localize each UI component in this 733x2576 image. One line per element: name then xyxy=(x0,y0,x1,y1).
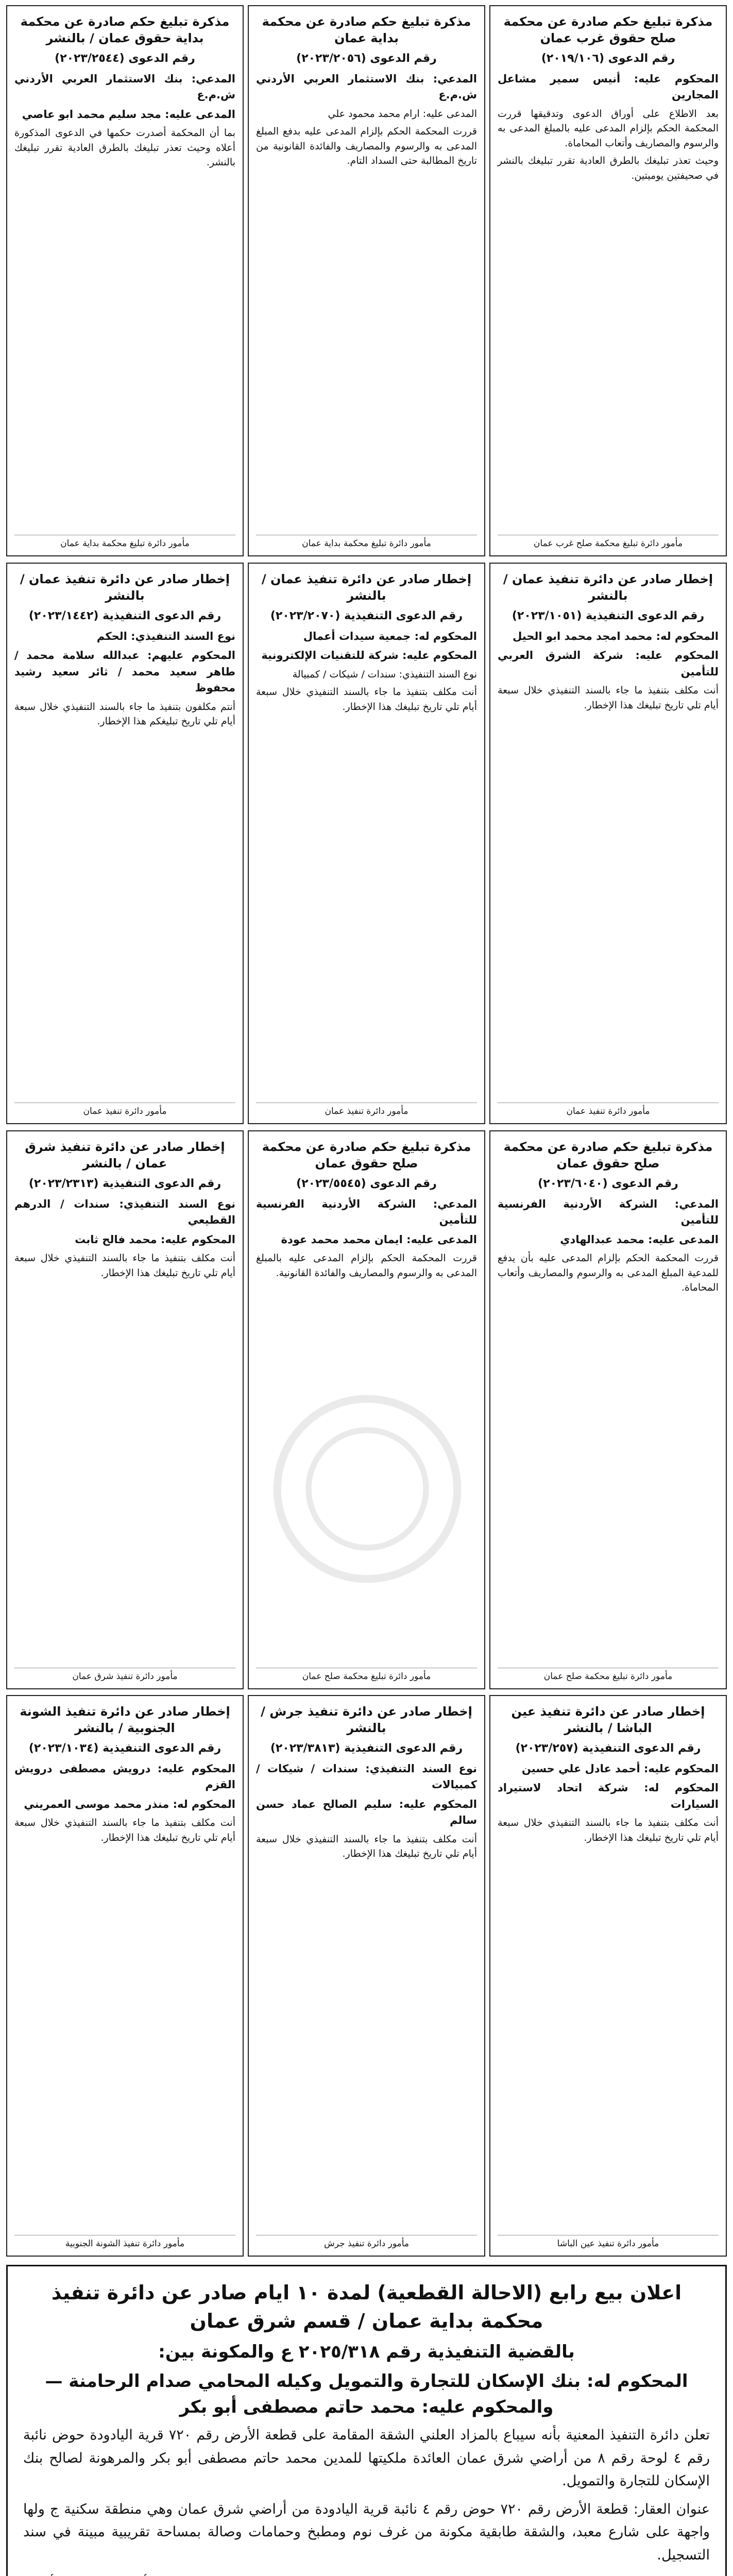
notice-signature: مأمور دائرة تبليغ محكمة صلح غرب عمان xyxy=(498,535,719,551)
notice-line: المحكوم عليه: أنيس سمير مشاعل المجارين xyxy=(498,72,719,101)
notice-line: المحكوم عليه: سليم الصالح عماد حسن سالم xyxy=(256,1798,477,1827)
auction-title: اعلان بيع رابع (الاحالة القطعية) لمدة ١٠ ايام صادر عن دائرة تنفيذ محكمة بداية عمان / قسم شرق عمان xyxy=(51,2281,682,2333)
notice-card xyxy=(248,1695,485,2257)
notice-line: بعد الاطلاع على أوراق الدعوى وتدقيقها قررت المحكمة الحكم بإلزام المدعى عليه بالمبلغ المدعى به والرسوم والمصاريف وأتعاب المحاماة. xyxy=(498,108,719,149)
notice-card xyxy=(248,1130,485,1689)
notice-line: قررت المحكمة الحكم بإلزام المدعى عليه بأن يدفع للمدعية المبلغ المدعى به والرسوم والمصاريف وأتعاب المحاماة. xyxy=(498,1252,719,1294)
auction-paragraph xyxy=(23,2572,710,2576)
notice-line: قررت المحكمة الحكم بإلزام المدعى عليه بدفع المبلغ المدعى به والرسوم والمصاريف والفائدة القانونية من تاريخ المطالبة حتى السداد التام. xyxy=(256,126,477,167)
notice-line: أنت مكلف بتنفيذ ما جاء بالسند التنفيذي خلال سبعة أيام تلي تاريخ تبليغك هذا الإخطار. xyxy=(256,1833,477,1860)
notice-line: المدعى عليه: ارام محمد محمود علي xyxy=(328,108,477,120)
auction-case: بالقضية التنفيذية رقم ٢٠٢٥/٣١٨ ع والمكونة بين: xyxy=(158,2342,575,2363)
auction-paragraph: عنوان العقار: قطعة الأرض رقم ٧٢٠ حوض رقم ٤ نائبة قرية اليادودة من أراضي شرق عمان وهي منطقة سكنية ج ولها واجهة على شارع معبد، والشقة طابقية مكونة من غرف نوم ومطبخ وحمامات وصالة بمساحة تقريبية مبينة في سند التسجيل. xyxy=(23,2501,710,2563)
notice-line: المحكوم عليهم: عبدالله سلامة محمد / طاهر سعيد محمد / ثائر سعيد رشيد محفوظ xyxy=(14,649,235,694)
notice-card xyxy=(6,563,244,1124)
notice-line: أنت مكلف بتنفيذ ما جاء بالسند التنفيذي خلال سبعة أيام تلي تاريخ تبليغك هذا الإخطار. xyxy=(14,1817,235,1843)
notice-title: مذكرة تبليغ حكم صادرة عن محكمة صلح حقوق غرب عمان xyxy=(503,14,713,46)
notice-title: إخطار صادر عن دائرة تنفيذ عمان / بالنشر xyxy=(261,572,472,603)
notice-line: المدعي: بنك الاستثمار العربي الأردني ش.م.ع xyxy=(256,72,477,101)
notice-card xyxy=(248,5,485,556)
notice-line: المحكوم عليه: أحمد عادل علي حسين xyxy=(521,1762,719,1775)
notice-line: المدعي: بنك الاستثمار العربي الأردني ش.م.ع xyxy=(14,72,235,101)
notice-title: إخطار صادر عن دائرة تنفيذ عين الباشا / بالنشر xyxy=(511,1704,705,1736)
notice-line: وحيث تعذر تبليغك بالطرق العادية تقرر تبليغك بالنشر في صحيفتين يوميتين. xyxy=(498,155,719,181)
notice-title: مذكرة تبليغ حكم صادرة عن محكمة بداية حقوق عمان / بالنشر xyxy=(20,14,230,46)
notice-case-number: رقم الدعوى التنفيذية (٢٠٢٣/٢٣١٣) xyxy=(28,1177,221,1190)
notice-title: إخطار صادر عن دائرة تنفيذ جرش / بالنشر xyxy=(261,1704,472,1736)
notice-title: مذكرة تبليغ حكم صادرة عن محكمة صلح حقوق عمان xyxy=(503,1140,713,1171)
notice-signature: مأمور دائرة تنفيذ عمان xyxy=(256,1103,477,1118)
notice-title: إخطار صادر عن دائرة تنفيذ عمان / بالنشر xyxy=(20,572,230,603)
notice-line: نوع السند التنفيذي: سندات / الدرهم القطيعي xyxy=(14,1197,235,1227)
notice-title: مذكرة تبليغ حكم صادرة عن محكمة بداية عمان xyxy=(262,14,471,46)
notices-row-1 xyxy=(6,5,727,556)
notice-case-number: رقم الدعوى التنفيذية (٢٠٢٣/٣٨١٣) xyxy=(270,1741,463,1755)
notice-case-number: رقم الدعوى (٢٠٢٣/٢٥٤٤) xyxy=(55,52,195,65)
notice-line: المحكوم له: شركة اتحاد لاستيراد السيارات xyxy=(498,1782,719,1810)
notice-title: إخطار صادر عن دائرة تنفيذ عمان / بالنشر xyxy=(503,572,713,603)
notice-line: المحكوم عليه: شركة للتقنيات الإلكترونية xyxy=(261,649,477,662)
notice-card xyxy=(6,1695,244,2257)
notice-card xyxy=(6,1130,244,1689)
notice-line: المدعى عليه: محمد عبدالهادي xyxy=(560,1233,719,1246)
notice-line: أنتم مكلفون بتنفيذ ما جاء بالسند التنفيذي خلال سبعة أيام تلي تاريخ تبليغكم هذا الإخطار. xyxy=(14,701,235,727)
notice-line: أنت مكلف بتنفيذ ما جاء بالسند التنفيذي خلال سبعة أيام تلي تاريخ تبليغك هذا الإخطار. xyxy=(256,686,477,713)
notice-line: المحكوم له: منذر محمد موسى العمريني xyxy=(24,1798,235,1810)
notice-line: بما أن المحكمة أصدرت حكمها في الدعوى المذكورة أعلاه وحيث تعذر تبليغك بالطرق العادية تقرر تبليغك بالنشر. xyxy=(14,127,235,168)
notice-case-number: رقم الدعوى (٢٠٢٣/٥٥٤٥) xyxy=(296,1177,437,1190)
notices-row-2 xyxy=(6,563,727,1124)
notice-line: نوع السند التنفيذي: الحكم xyxy=(96,630,235,642)
notice-case-number: رقم الدعوى التنفيذية (٢٠٢٣/٢٠٧٠) xyxy=(270,609,463,622)
notice-line: أنت مكلف بتنفيذ ما جاء بالسند التنفيذي خلال سبعة أيام تلي تاريخ تبليغك هذا الإخطار. xyxy=(498,685,719,711)
notice-card xyxy=(489,1130,727,1689)
notice-line: أنت مكلف بتنفيذ ما جاء بالسند التنفيذي خلال سبعة أيام تلي تاريخ تبليغك هذا الإخطار. xyxy=(498,1817,719,1843)
notice-signature: مأمور دائرة تنفيذ عمان xyxy=(498,1103,719,1118)
notice-title: إخطار صادر عن دائرة تنفيذ الشونة الجنوبية / بالنشر xyxy=(20,1704,230,1736)
notice-title: إخطار صادر عن دائرة تنفيذ شرق عمان / بالنشر xyxy=(25,1140,225,1171)
notice-line: المدعي: الشركة الأردنية الفرنسية للتأمين xyxy=(256,1197,477,1227)
notice-line: المدعى عليه: مجد سليم محمد ابو عاصي xyxy=(22,108,235,121)
notice-line: المحكوم عليه: محمد فالح ثابت xyxy=(75,1233,235,1246)
notice-case-number: رقم الدعوى التنفيذية (٢٠٢٣/١٤٤٢) xyxy=(28,609,221,622)
notices-row-3 xyxy=(6,1130,727,1689)
notice-line: أنت مكلف بتنفيذ ما جاء بالسند التنفيذي خلال سبعة أيام تلي تاريخ تبليغك هذا الإخطار. xyxy=(14,1252,235,1279)
notice-case-number: رقم الدعوى التنفيذية (٢٠٢٣/١٠٣٤) xyxy=(28,1741,221,1755)
notice-line: نوع السند التنفيذي: سندات / شيكات / كمبيالات xyxy=(256,1762,477,1791)
notice-signature: مأمور دائرة تنفيذ عمان xyxy=(14,1103,235,1118)
notice-signature: مأمور دائرة تنفيذ جرش xyxy=(256,2235,477,2251)
notice-signature: مأمور دائرة تنفيذ عين الباشا xyxy=(498,2235,719,2251)
notice-card xyxy=(248,563,485,1124)
notice-case-number: رقم الدعوى (٢٠١٩/١٠٦) xyxy=(541,52,675,65)
auction-parties: المحكوم له: بنك الإسكان للتجارة والتمويل وكيله المحامي صدام الرحامنة — والمحكوم عليه: محمد حاتم مصطفى أبو بكر xyxy=(45,2371,688,2417)
notice-title: مذكرة تبليغ حكم صادرة عن محكمة صلح حقوق عمان xyxy=(262,1140,471,1171)
auction-notice xyxy=(6,2265,727,2576)
auction-paragraph: تعلن دائرة التنفيذ المعنية بأنه سيباع بالمزاد العلني الشقة المقامة على قطعة الأرض رقم ٧٢٠ قرية اليادودة حوض نائبة رقم ٤ لوحة رقم ٨ من أراضي شرق عمان العائدة ملكيتها للمدين محمد حاتم مصطفى أبو بكر والمرهونة لصالح بنك الإسكان للتجارة والتمويل. xyxy=(23,2427,710,2489)
notice-line: المحكوم له: جمعية سيدات أعمال xyxy=(303,630,477,642)
notice-signature: مأمور دائرة تنفيذ شرق عمان xyxy=(14,1668,235,1684)
notice-signature: مأمور دائرة تنفيذ الشونة الجنوبية xyxy=(14,2235,235,2251)
notice-card xyxy=(6,5,244,556)
notice-line: المدعي: الشركة الأردنية الفرنسية للتأمين xyxy=(498,1197,719,1227)
notice-signature: مأمور دائرة تبليغ محكمة صلح عمان xyxy=(256,1668,477,1684)
notice-case-number: رقم الدعوى (٢٠٢٣/٦٠٤٠) xyxy=(538,1177,678,1190)
notice-card xyxy=(489,1695,727,2257)
notice-line: قررت المحكمة الحكم بإلزام المدعى عليه بالمبلغ المدعى به والرسوم والمصاريف والفائدة القانونية. xyxy=(256,1252,477,1279)
notice-case-number: رقم الدعوى (٢٠٢٣/٢٠٥٦) xyxy=(296,52,437,65)
notice-line: نوع السند التنفيذي: سندات / شيكات / كمبيالة xyxy=(292,668,477,680)
notice-line: المدعى عليه: ايمان محمد محمد عودة xyxy=(281,1233,477,1246)
notice-card xyxy=(489,563,727,1124)
notice-line: المحكوم عليه: شركة الشرق العربي للتأمين xyxy=(498,649,719,678)
notice-signature: مأمور دائرة تبليغ محكمة بداية عمان xyxy=(14,535,235,551)
notice-card xyxy=(489,5,727,556)
notices-row-4 xyxy=(6,1695,727,2257)
notice-line: المحكوم له: محمد امجد محمد ابو الحيل xyxy=(513,630,719,642)
notice-line: المحكوم عليه: درويش مصطفى درويش القزم xyxy=(14,1762,235,1791)
notice-signature: مأمور دائرة تبليغ محكمة بداية عمان xyxy=(256,535,477,551)
notice-signature: مأمور دائرة تبليغ محكمة صلح عمان xyxy=(498,1668,719,1684)
notice-case-number: رقم الدعوى التنفيذية (٢٠٢٣/٢٥٧) xyxy=(515,1741,701,1755)
notice-case-number: رقم الدعوى التنفيذية (٢٠٢٣/١٠٥١) xyxy=(512,609,705,622)
